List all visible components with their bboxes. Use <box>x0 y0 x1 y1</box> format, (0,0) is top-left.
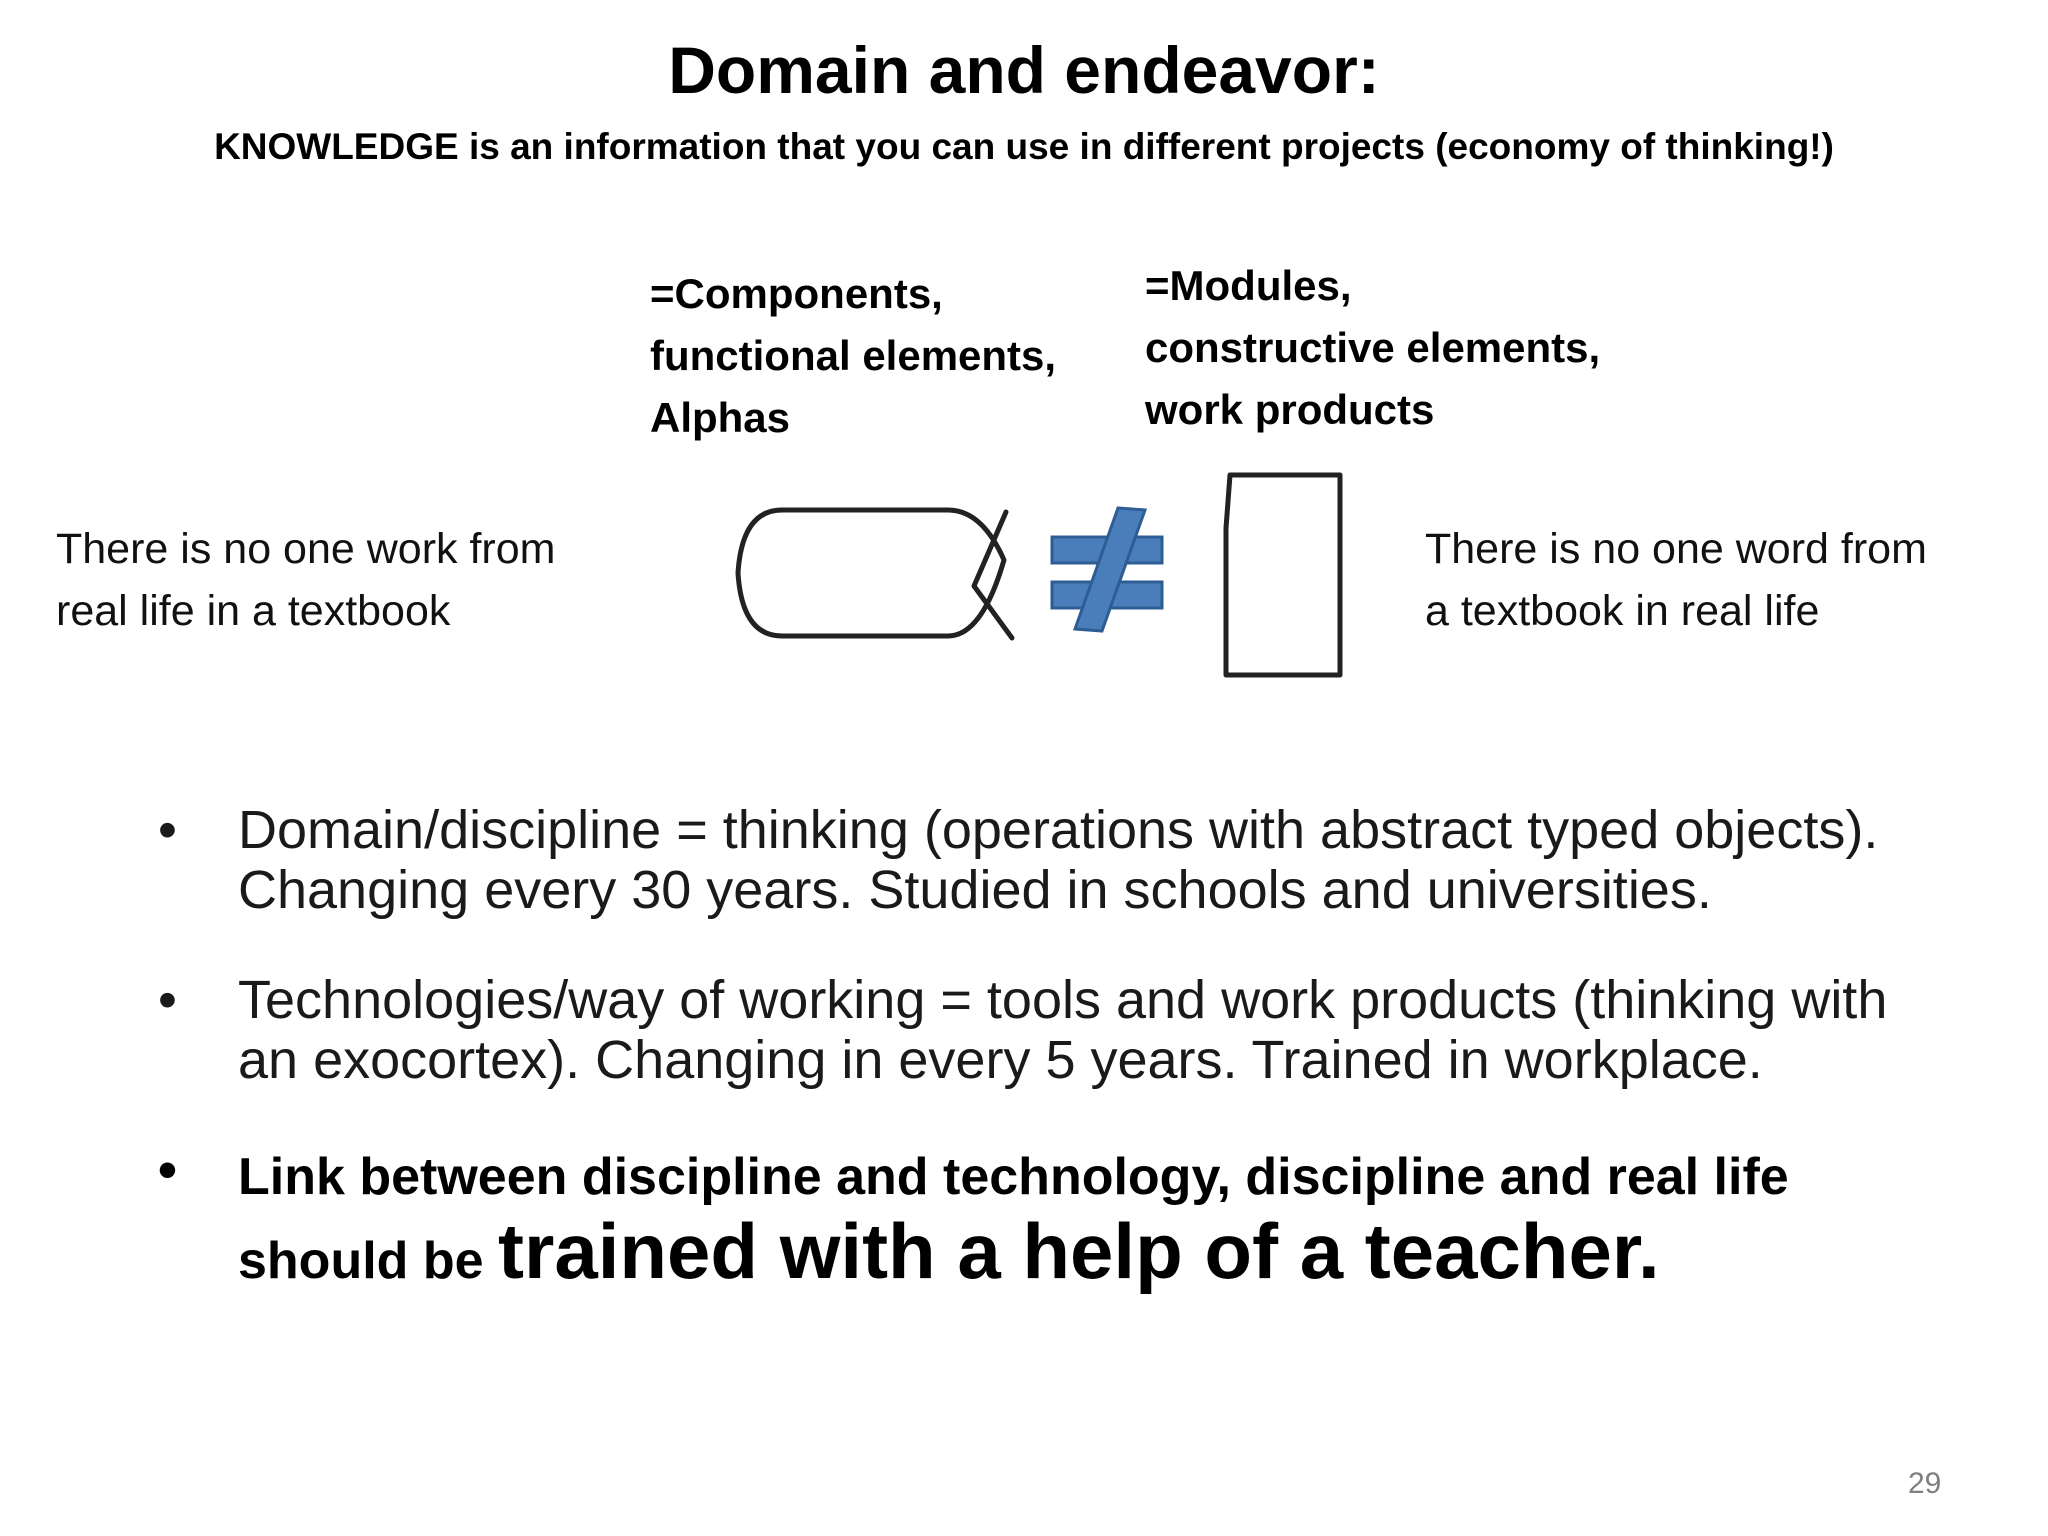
page-number: 29 <box>1908 1467 1942 1500</box>
components-label-line: =Components, <box>650 270 943 317</box>
components-label-line: Alphas <box>650 394 791 441</box>
modules-label-line: constructive elements, <box>1145 324 1601 371</box>
components-label <box>650 263 1056 449</box>
right-note <box>1425 518 1927 642</box>
right-note-line: There is no one word from <box>1425 525 1927 573</box>
slide-title: Domain and endeavor: <box>668 33 1380 107</box>
bullet-list <box>150 800 1950 1348</box>
bullet-glyph: • <box>158 1140 177 1200</box>
bullet-glyph: • <box>158 970 177 1030</box>
bullet-text: Technologies/way of working = tools and work products (thinking with an exocortex). Changing in every 5 years. Trained in workplace. <box>238 970 1888 1090</box>
right-note-line: a textbook in real life <box>1425 587 1820 635</box>
work-product-shape-icon <box>1226 475 1340 675</box>
left-note <box>56 518 555 642</box>
list-item <box>150 1140 1950 1298</box>
bullet-glyph: • <box>158 800 177 860</box>
left-note-line: There is no one work from <box>56 525 556 573</box>
alpha-vs-work-product-diagram <box>720 460 1360 690</box>
emphasis-text: trained with a help of a teacher. <box>498 1207 1660 1295</box>
modules-label-line: work products <box>1145 386 1435 433</box>
modules-label <box>1145 255 1600 441</box>
alpha-shape-icon <box>738 510 1012 638</box>
slide-subtitle: KNOWLEDGE is an information that you can use in different projects (economy of thinking!) <box>214 126 1834 167</box>
components-label-line: functional elements, <box>650 332 1057 379</box>
bullet-text: should be <box>238 1232 498 1290</box>
modules-label-line: =Modules, <box>1145 262 1352 309</box>
list-item <box>150 800 1950 920</box>
bullet-text: Link between discipline and technology, discipline and real life <box>238 1148 1789 1206</box>
not-equal-icon <box>1052 508 1162 631</box>
bullet-text: Domain/discipline = thinking (operations with abstract typed objects). Changing every 30 years. Studied in schools and universities. <box>238 800 1879 920</box>
list-item <box>150 970 1950 1090</box>
left-note-line: real life in a textbook <box>56 587 451 635</box>
